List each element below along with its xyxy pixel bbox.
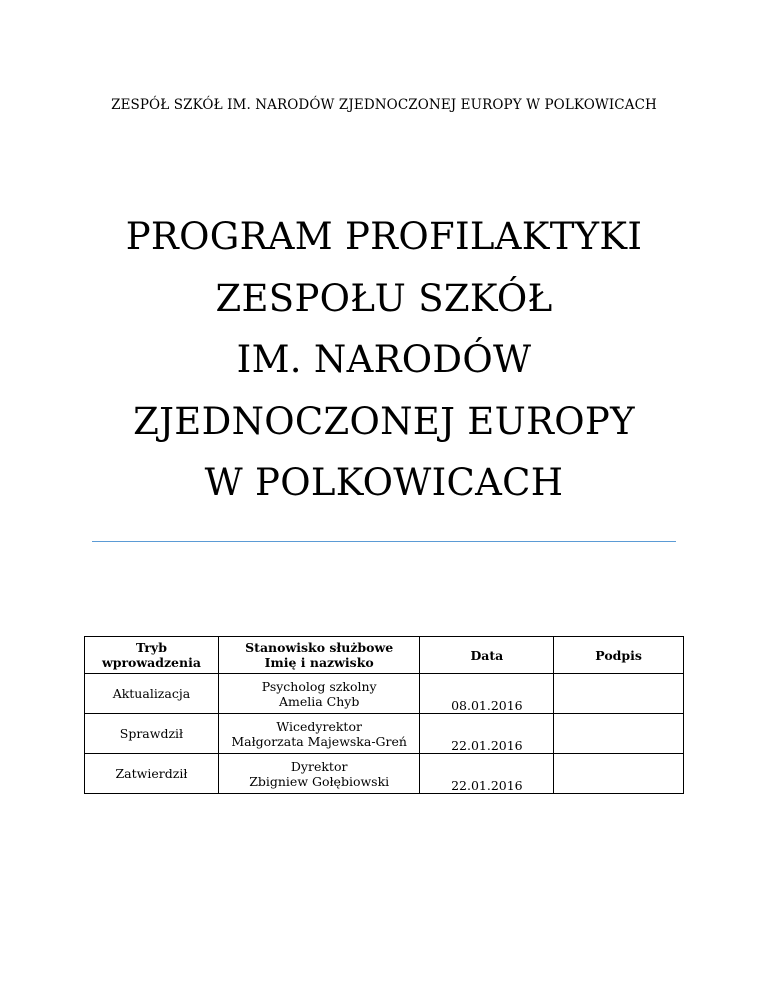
table-header-row xyxy=(85,637,684,674)
row-person-name: Zbigniew Gołębiowski xyxy=(249,773,390,789)
header-role-line2: Imię i nazwisko xyxy=(264,655,374,670)
header-mode xyxy=(85,637,219,674)
header-role-line1: Stanowisko służbowe xyxy=(245,640,394,655)
row-signature xyxy=(554,714,684,754)
row-person-name: Małgorzata Majewska-Greń xyxy=(231,733,407,749)
row-position: Dyrektor xyxy=(290,758,348,774)
approval-table xyxy=(84,636,684,794)
row-date: 22.01.2016 xyxy=(420,714,554,754)
header-role xyxy=(218,637,420,674)
divider-rule xyxy=(92,541,676,542)
row-signature xyxy=(554,754,684,794)
header-mode-line1: Tryb xyxy=(135,640,167,655)
row-position: Psycholog szkolny xyxy=(261,678,377,694)
header-signature: Podpis xyxy=(554,637,684,674)
row-position: Wicedyrektor xyxy=(276,718,362,734)
table-row xyxy=(85,754,684,794)
row-date: 22.01.2016 xyxy=(420,754,554,794)
row-mode: Zatwierdził xyxy=(85,754,219,794)
row-role xyxy=(218,674,420,714)
header-mode-line2: wprowadzenia xyxy=(101,655,201,670)
title-line-3: IM. NARODÓW xyxy=(236,338,532,381)
row-mode: Sprawdził xyxy=(85,714,219,754)
school-header: ZESPÓŁ SZKÓŁ IM. NARODÓW ZJEDNOCZONEJ EUROPY W POLKOWICACH xyxy=(111,97,657,113)
table-row xyxy=(85,714,684,754)
table-row xyxy=(85,674,684,714)
title-line-1: PROGRAM PROFILAKTYKI xyxy=(125,215,643,258)
title-line-2: ZESPOŁU SZKÓŁ xyxy=(215,276,553,320)
row-person-name: Amelia Chyb xyxy=(278,693,360,709)
title-line-5: W POLKOWICACH xyxy=(204,461,564,504)
row-mode: Aktualizacja xyxy=(85,674,219,714)
row-date: 08.01.2016 xyxy=(420,674,554,714)
row-role xyxy=(218,754,420,794)
header-date: Data xyxy=(420,637,554,674)
row-role xyxy=(218,714,420,754)
row-signature xyxy=(554,674,684,714)
title-line-4: ZJEDNOCZONEJ EUROPY xyxy=(133,399,635,443)
document-title xyxy=(60,206,708,514)
